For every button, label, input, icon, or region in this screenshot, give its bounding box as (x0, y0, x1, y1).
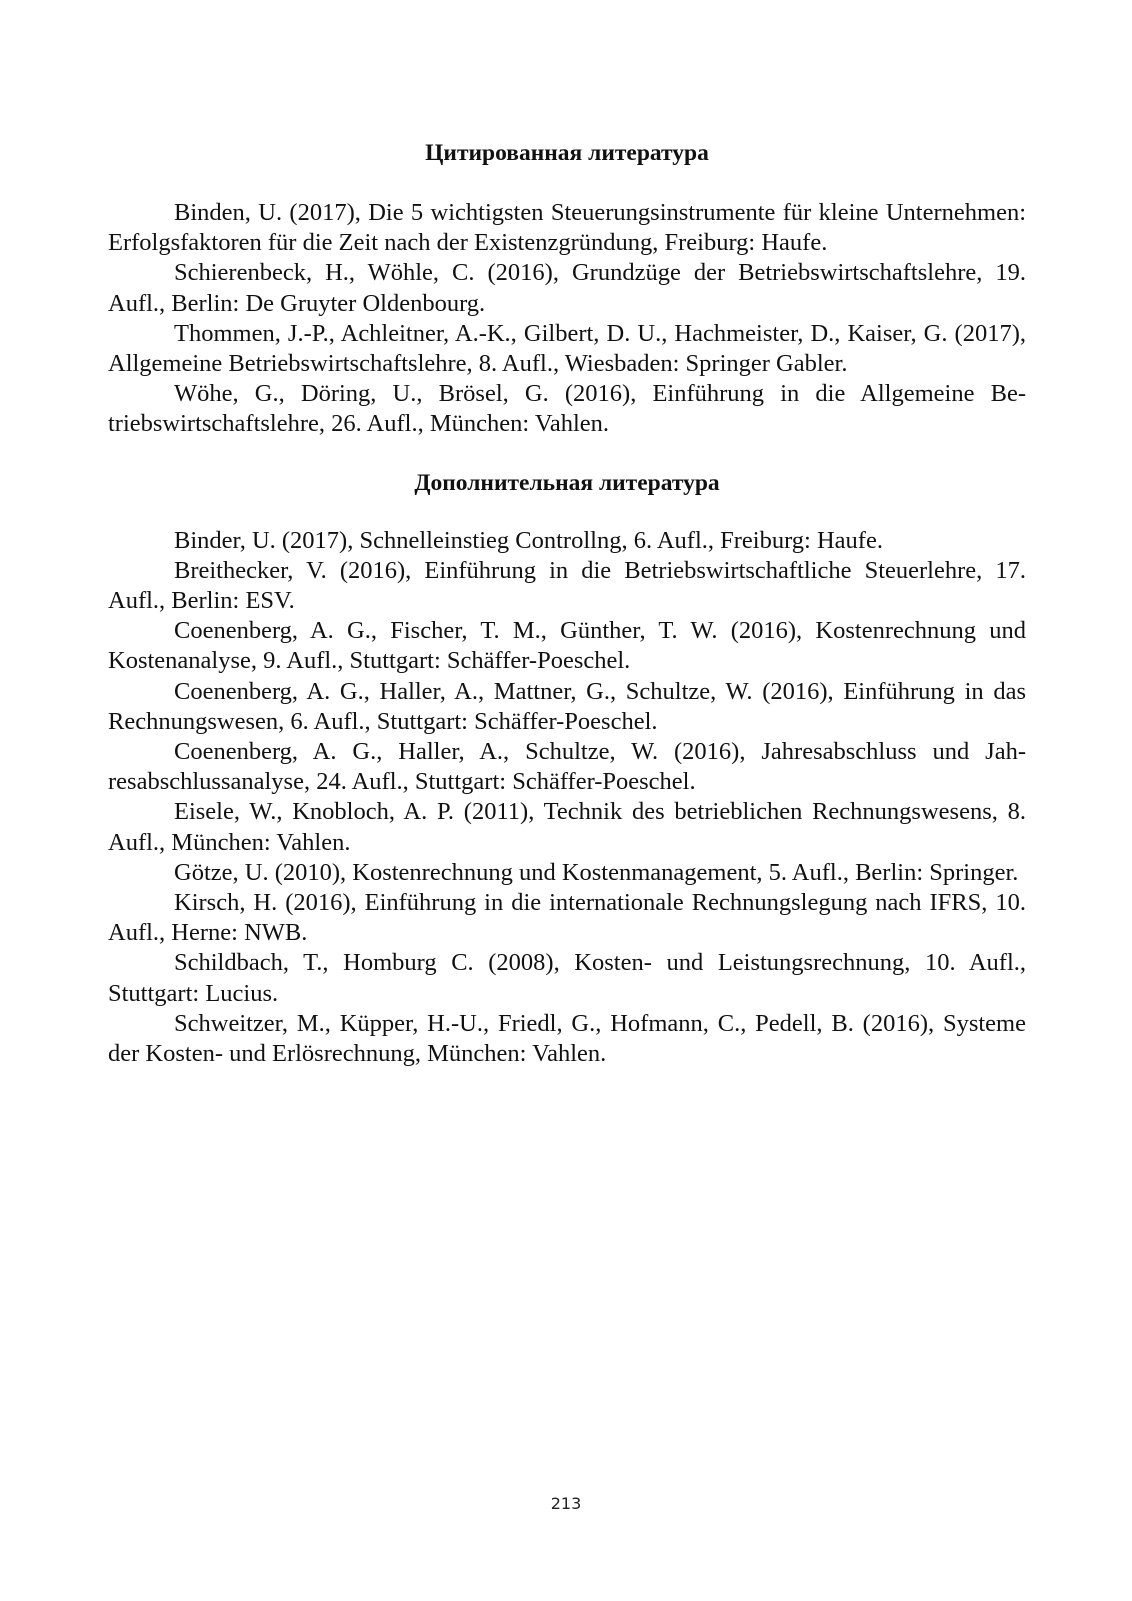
reference-entry: Coenenberg, A. G., Haller, A., Mattner, G., Schultze, W. (2016), Einführung in das Rechnungswesen, 6. Aufl., Stuttgart: Schäffer-Poeschel. (108, 677, 1026, 735)
cited-literature-heading: Цитированная литература (425, 140, 709, 166)
cited-literature-list (108, 198, 1026, 440)
reference-entry: Schweitzer, M., Küpper, H.-U., Friedl, G., Hofmann, C., Pedell, B. (2016), Systeme der Kosten- und Erlösrechnung, München: Vahlen. (108, 1009, 1026, 1068)
reference-entry: Wöhe, G., Döring, U., Brösel, G. (2016), Einführung in die Allgemeine Betriebswirtschaftslehre, 26. Aufl., München: Vahlen. (108, 380, 1026, 438)
reference-entry: Binder, U. (2017), Schnelleinstieg Controllng, 6. Aufl., Freiburg: Haufe. (174, 526, 883, 554)
reference-entry: Kirsch, H. (2016), Einführung in die internationale Rechnungslegung nach IFRS, 10. Aufl., Herne: NWB. (108, 889, 1026, 947)
reference-entry: Breithecker, V. (2016), Einführung in die Betriebswirtschaftliche Steuerlehre, 17. Aufl., Berlin: ESV. (108, 556, 1026, 615)
reference-entry: Coenenberg, A. G., Haller, A., Schultze, W. (2016), Jahresabschluss und Jahresabschlussanalyse, 24. Aufl., Stuttgart: Schäffer-Poeschel. (108, 738, 1026, 796)
document-page (108, 136, 1026, 1069)
reference-entry: Götze, U. (2010), Kostenrechnung und Kostenmanagement, 5. Aufl., Berlin: Springer. (174, 858, 1019, 886)
reference-entry: Binden, U. (2017), Die 5 wichtigsten Steuerungsinstrumente für kleine Unternehmen: Erfolgsfaktoren für die Zeit nach der Existenzgründung, Freiburg: Haufe. (108, 199, 1026, 257)
reference-entry: Schierenbeck, H., Wöhle, C. (2016), Grundzüge der Betriebswirtschaftslehre, 19. Aufl., Berlin: De Gruyter Oldenbourg. (108, 259, 1026, 317)
reference-entry: Thommen, J.-P., Achleitner, A.-K., Gilbert, D. U., Hachmeister, D., Kaiser, G. (2017), Allgemeine Betriebswirtschaftslehre, 8. Aufl., Wiesbaden: Springer Gabler. (108, 319, 1026, 378)
reference-entry: Eisele, W., Knobloch, A. P. (2011), Technik des betrieblichen Rechnungswesens, 8. Aufl., München: Vahlen. (108, 798, 1026, 856)
additional-literature-heading: Дополнительная литература (414, 469, 720, 496)
reference-entry: Schildbach, T., Homburg C. (2008), Kosten- und Leistungsrechnung, 10. Aufl., Stuttgart: Lucius. (108, 949, 1026, 1007)
additional-literature-list (108, 526, 1026, 1070)
reference-entry: Coenenberg, A. G., Fischer, T. M., Günther, T. W. (2016), Kostenrechnung und Kostenanalyse, 9. Aufl., Stuttgart: Schäffer-Poeschel. (108, 617, 1026, 675)
page-number: 213 (550, 1494, 582, 1513)
